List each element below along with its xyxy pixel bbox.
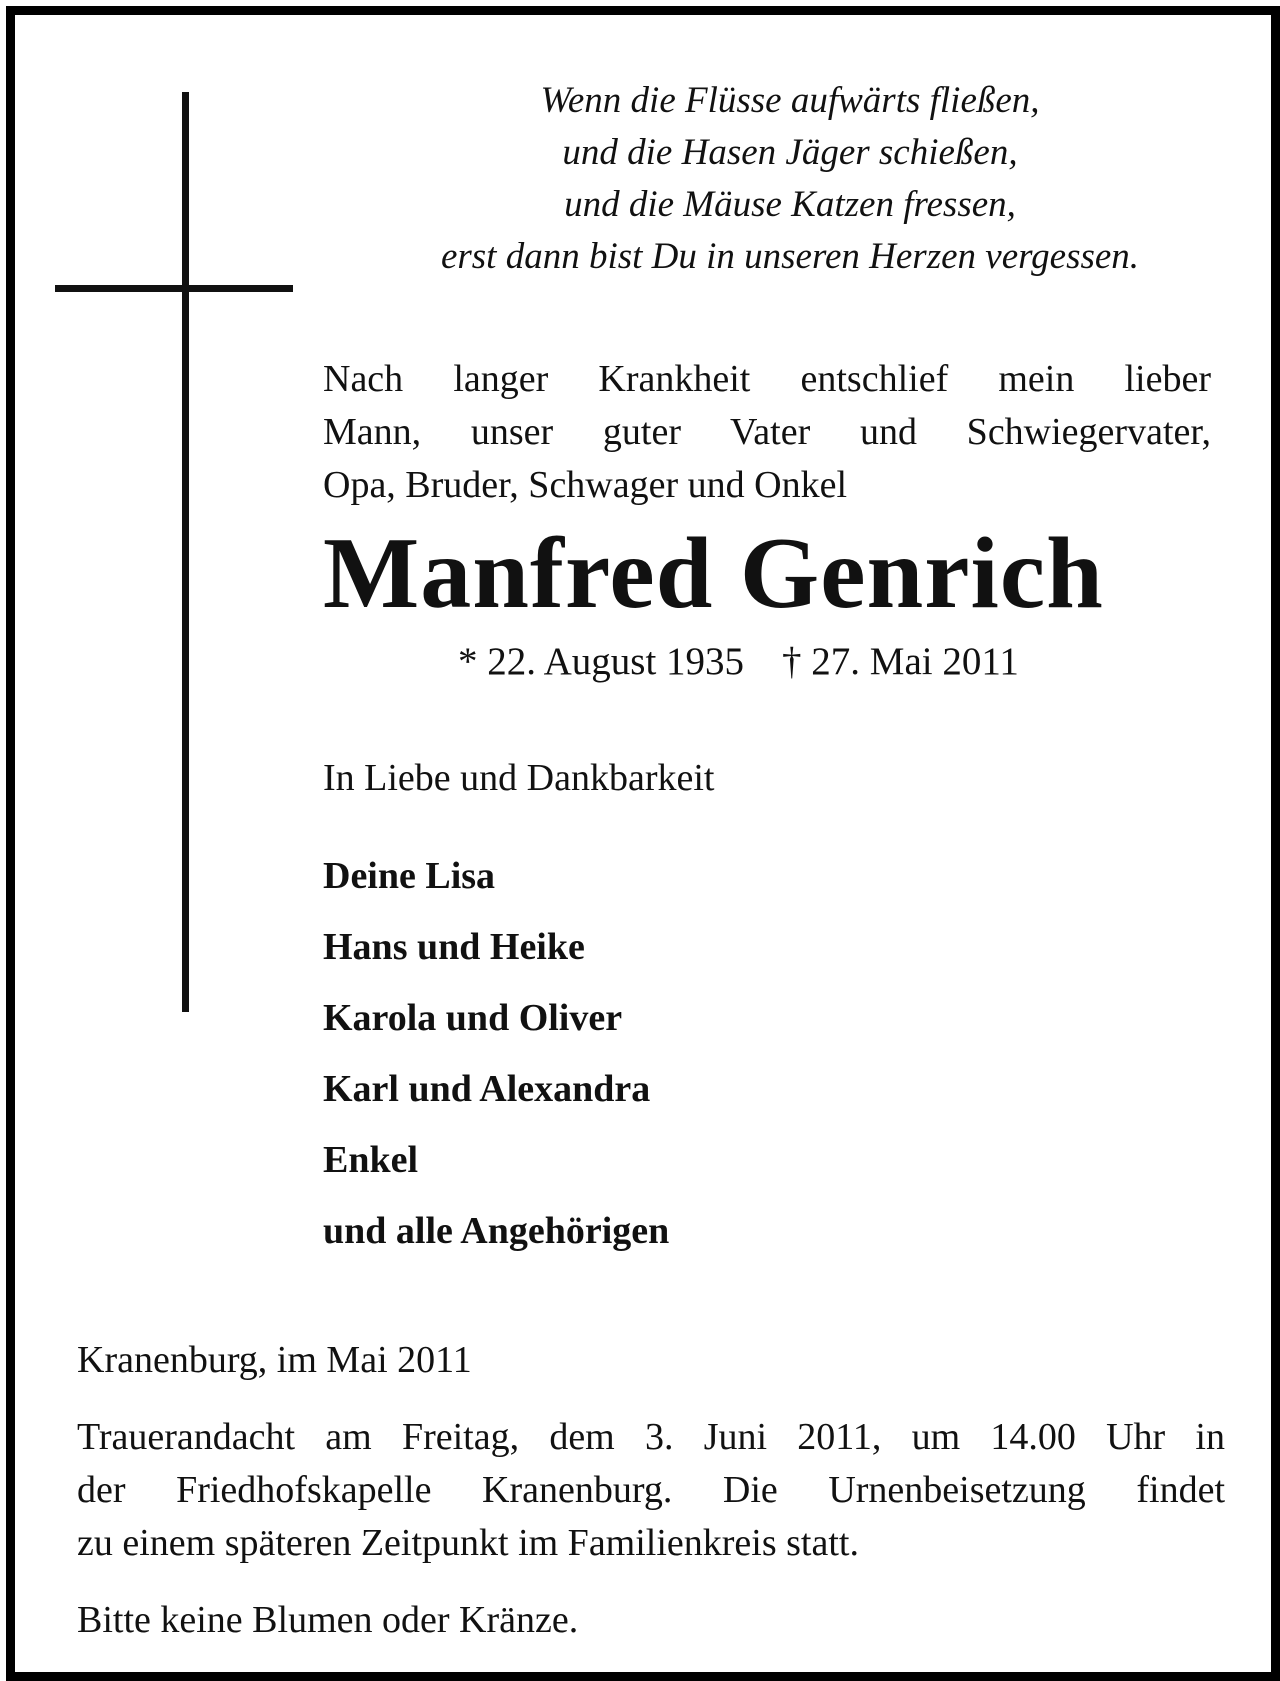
mourner-item: und alle Angehörigen — [323, 1210, 670, 1252]
deceased-name: Manfred Genrich — [323, 517, 1104, 630]
announcement-line: Opa, Bruder, Schwager und Onkel — [323, 464, 848, 506]
flowers-note: Bitte keine Blumen oder Kränze. — [77, 1599, 579, 1641]
poem-line: und die Hasen Jäger schießen, — [562, 132, 1018, 173]
mourner-item: Hans und Heike — [323, 926, 585, 968]
cross-vertical-bar — [182, 92, 189, 1012]
service-line: zu einem späteren Zeitpunkt im Familienkreis statt. — [77, 1522, 859, 1564]
mourner-item: Deine Lisa — [323, 855, 496, 897]
announcement-line: Mann, unser guter Vater und Schwiegervater, — [323, 411, 1211, 453]
announcement-line: Nach langer Krankheit entschlief mein lieber — [323, 358, 1211, 400]
mourner-item: Enkel — [323, 1139, 419, 1181]
mourner-item: Karola und Oliver — [323, 997, 623, 1039]
poem-line: erst dann bist Du in unseren Herzen vergessen. — [440, 236, 1140, 277]
mourner-item: Karl und Alexandra — [323, 1068, 651, 1110]
poem-line: Wenn die Flüsse aufwärts fließen, — [540, 80, 1040, 121]
service-info — [77, 1411, 1225, 1570]
memorial-poem — [315, 75, 1265, 283]
cross-horizontal-bar — [55, 285, 293, 292]
death-date: † 27. Mai 2011 — [782, 640, 1019, 683]
mourners-list — [323, 841, 669, 1267]
obituary-frame — [6, 6, 1280, 1681]
birth-date: * 22. August 1935 — [458, 640, 745, 683]
poem-line: und die Mäuse Katzen fressen, — [564, 184, 1016, 225]
dedication-text: In Liebe und Dankbarkeit — [323, 757, 715, 799]
service-line: der Friedhofskapelle Kranenburg. Die Urnenbeisetzung findet — [77, 1469, 1225, 1511]
place-date: Kranenburg, im Mai 2011 — [77, 1339, 472, 1381]
death-announcement — [323, 353, 1211, 512]
life-dates — [458, 637, 1019, 687]
service-line: Trauerandacht am Freitag, dem 3. Juni 2011, um 14.00 Uhr in — [77, 1416, 1225, 1458]
